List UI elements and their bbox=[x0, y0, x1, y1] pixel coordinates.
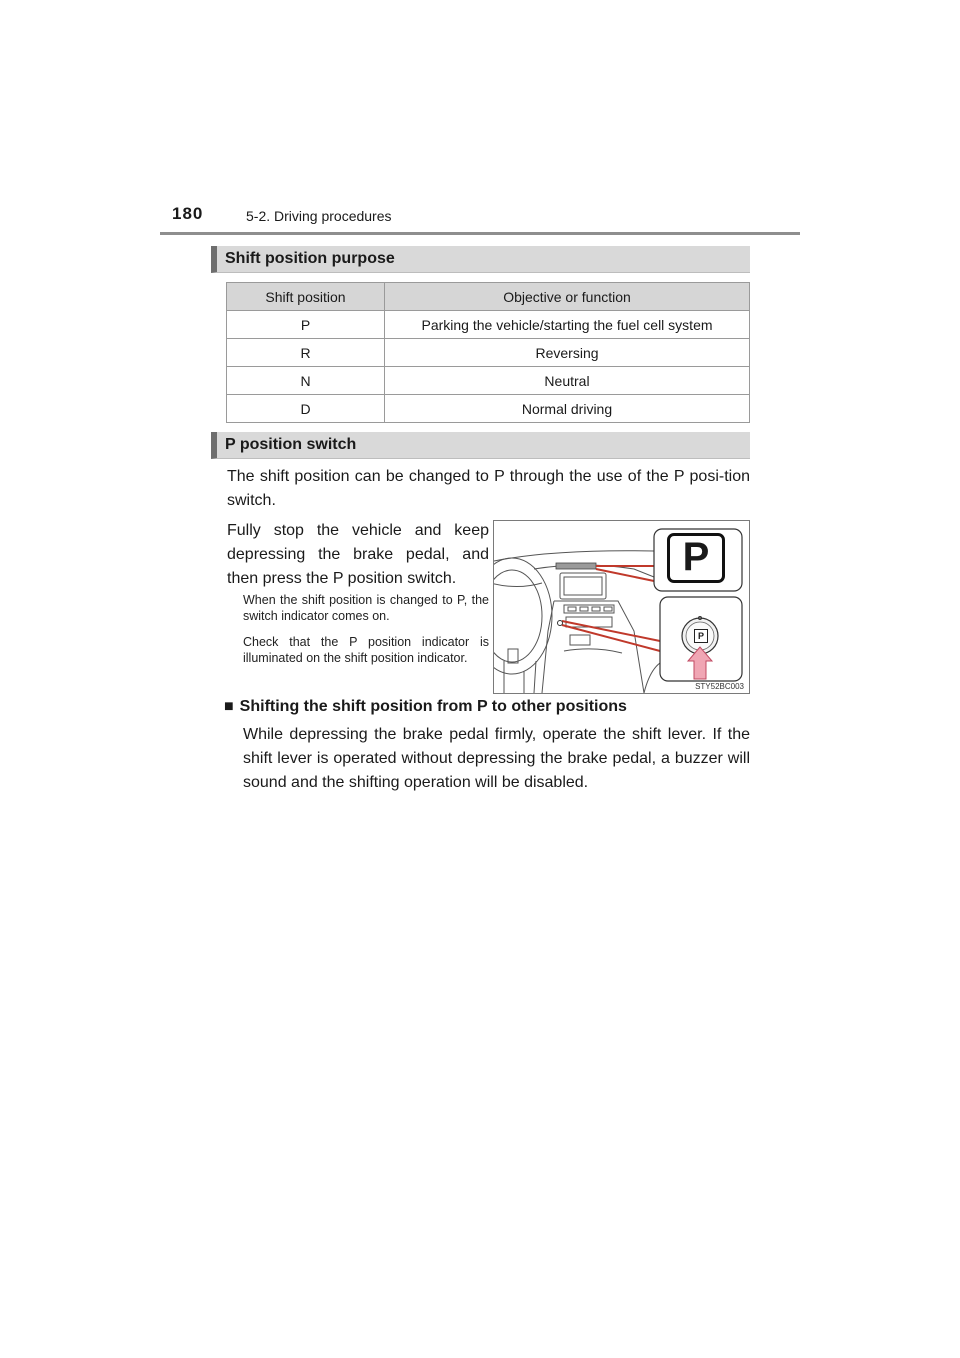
shifting-heading bbox=[224, 698, 627, 716]
function-cell: Parking the vehicle/starting the fuel cell system bbox=[385, 311, 750, 339]
shift-purpose-heading bbox=[211, 246, 750, 273]
shifting-heading-text: Shifting the shift position from P to other positions bbox=[239, 698, 627, 715]
shift-position-cell: N bbox=[227, 367, 385, 395]
table-row bbox=[227, 339, 750, 367]
column-header-shift-position: Shift position bbox=[227, 283, 385, 311]
callout-p-letter: P bbox=[667, 533, 725, 583]
table-row bbox=[227, 395, 750, 423]
column-header-objective: Objective or function bbox=[385, 283, 750, 311]
table-header-row bbox=[227, 283, 750, 311]
header-rule bbox=[160, 232, 800, 235]
p-switch-heading bbox=[211, 432, 750, 459]
shifting-text: While depressing the brake pedal firmly, operate the shift lever. If the shift lever is operated without depressing the brake pedal, a buzzer will sound and the shifting operation will be disabled. bbox=[243, 726, 750, 791]
table-row bbox=[227, 311, 750, 339]
function-cell: Reversing bbox=[385, 339, 750, 367]
figure-code: STY52BC003 bbox=[695, 682, 744, 691]
p-switch-instruction: Fully stop the vehicle and keep depressing the brake pedal, and then press the P position switch. bbox=[227, 522, 489, 587]
square-bullet-icon: ■ bbox=[224, 698, 234, 715]
table-row bbox=[227, 367, 750, 395]
section-title: 5-2. Driving procedures bbox=[246, 208, 392, 224]
switch-p-letter: P bbox=[694, 629, 708, 643]
note-check-indicator: Check that the P position indicator is illuminated on the shift position indicator. bbox=[243, 635, 489, 665]
shift-position-cell: P bbox=[227, 311, 385, 339]
shift-position-cell: R bbox=[227, 339, 385, 367]
p-switch-intro: The shift position can be changed to P through the use of the P posi-tion switch. bbox=[227, 468, 750, 509]
shift-purpose-heading-text: Shift position purpose bbox=[225, 250, 395, 267]
function-cell: Normal driving bbox=[385, 395, 750, 423]
shift-position-cell: D bbox=[227, 395, 385, 423]
shift-position-table bbox=[226, 282, 750, 423]
note-indicator-on: When the shift position is changed to P, the switch indicator comes on. bbox=[243, 593, 489, 623]
p-switch-illustration bbox=[493, 520, 750, 694]
p-switch-heading-text: P position switch bbox=[225, 436, 357, 453]
page-number: 180 bbox=[172, 204, 204, 223]
function-cell: Neutral bbox=[385, 367, 750, 395]
